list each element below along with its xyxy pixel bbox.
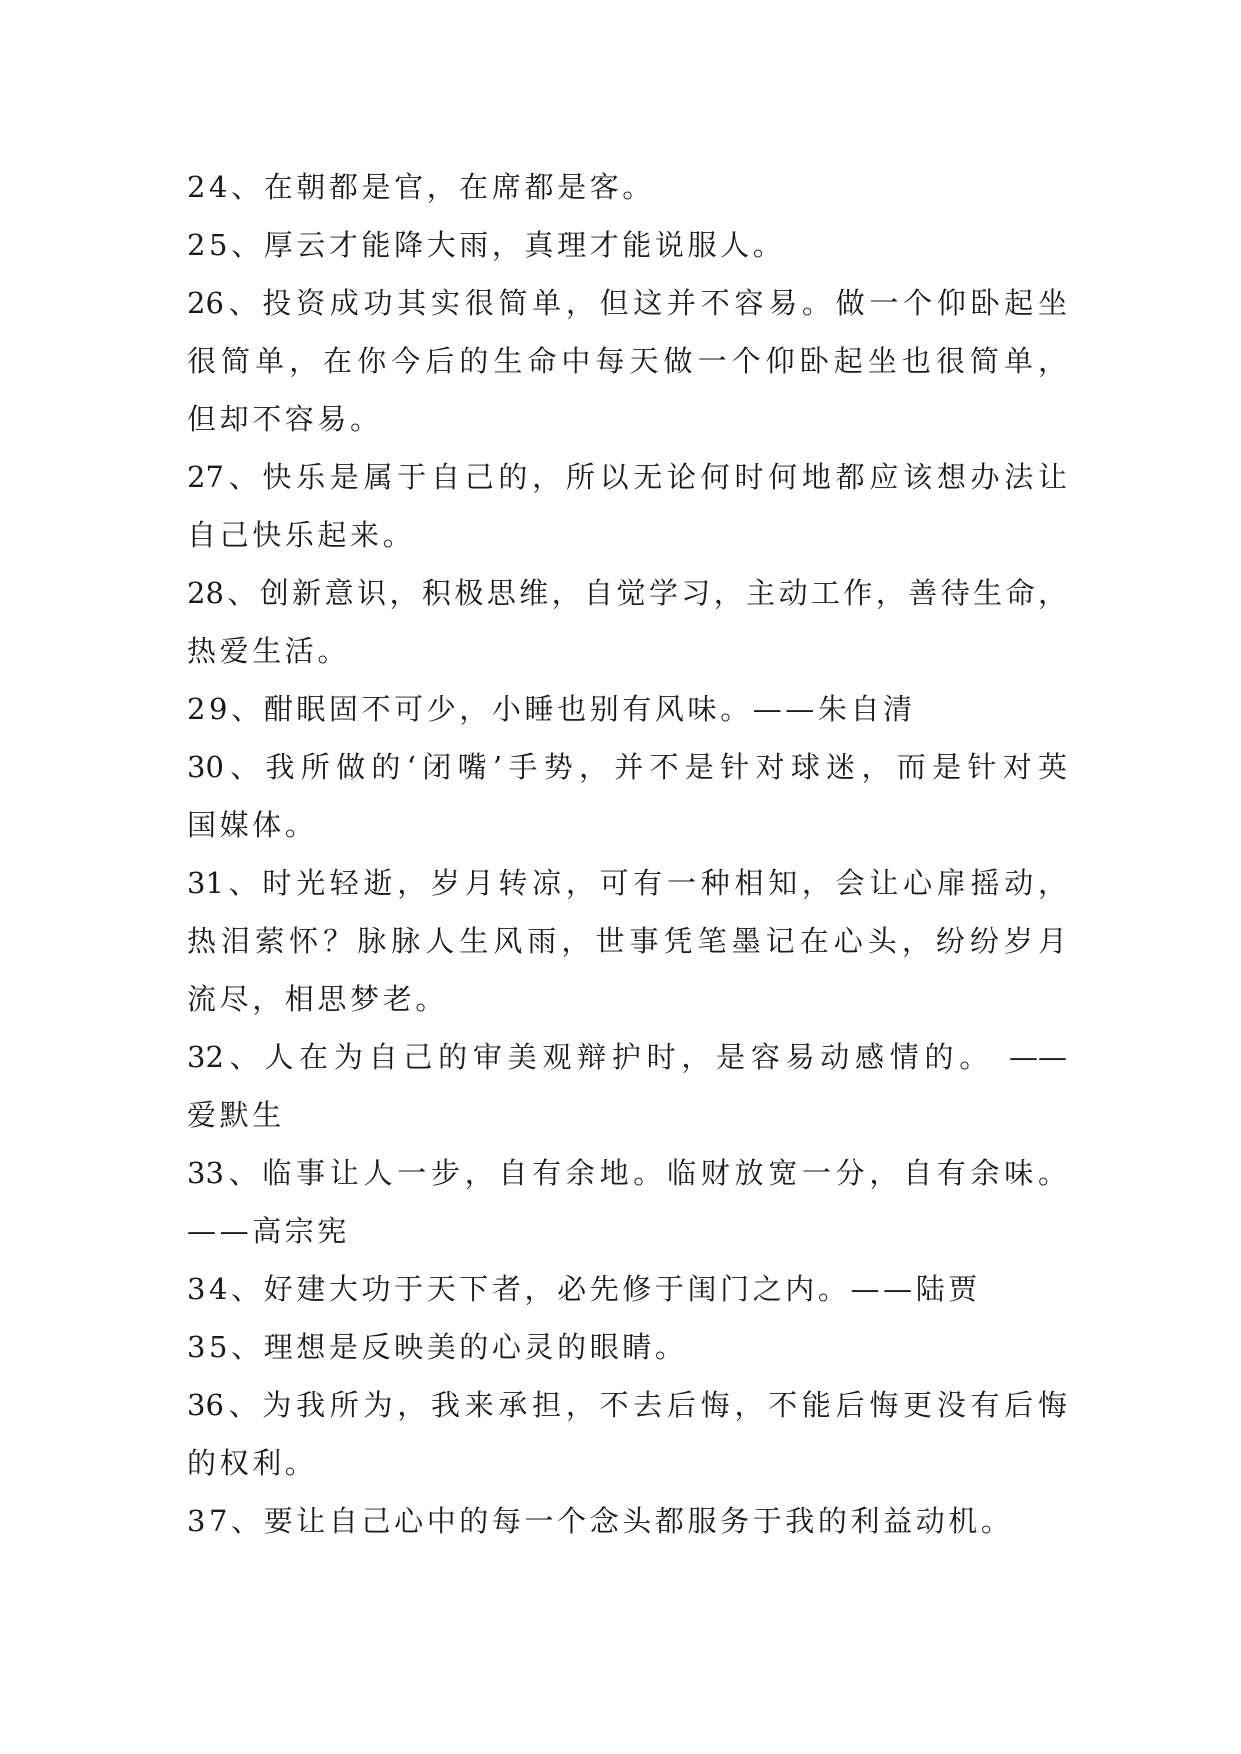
text-line: 29、酣眠固不可少，小睡也别有风味。——朱自清 bbox=[187, 692, 916, 726]
text-line: 爱默生 bbox=[187, 1098, 285, 1132]
text-line: 27、快乐是属于自己的，所以无论何时何地都应该想办法让 bbox=[187, 460, 1067, 494]
text-line: 25、厚云才能降大雨，真理才能说服人。 bbox=[187, 228, 786, 262]
text-line: 30、我所做的‘闭嘴’手势，并不是针对球迷，而是针对英 bbox=[187, 750, 1067, 784]
text-line: 37、要让自己心中的每一个念头都服务于我的利益动机。 bbox=[187, 1504, 1014, 1538]
text-line: 35、理想是反映美的心灵的眼睛。 bbox=[187, 1330, 688, 1364]
text-line: 33、临事让人一步，自有余地。临财放宽一分，自有余味。 bbox=[187, 1156, 1067, 1190]
text-line: 24、在朝都是官，在席都是客。 bbox=[187, 170, 655, 204]
quote-list bbox=[187, 158, 1067, 1550]
text-line: 36、为我所为，我来承担，不去后悔，不能后悔更没有后悔 bbox=[187, 1388, 1067, 1422]
text-line: 的权利。 bbox=[187, 1446, 318, 1480]
text-line: 26、投资成功其实很简单，但这并不容易。做一个仰卧起坐 bbox=[187, 286, 1067, 320]
text-line: 32、人在为自己的审美观辩护时，是容易动感情的。 —— bbox=[187, 1040, 1067, 1074]
text-line: 但却不容易。 bbox=[187, 402, 383, 436]
text-line: 31、时光轻逝，岁月转凉，可有一种相知，会让心扉摇动， bbox=[187, 866, 1067, 900]
text-line: 自己快乐起来。 bbox=[187, 518, 416, 552]
text-line: 热爱生活。 bbox=[187, 634, 351, 668]
text-line: 流尽，相思梦老。 bbox=[187, 982, 448, 1016]
text-line: 34、好建大功于天下者，必先修于闺门之内。——陆贾 bbox=[187, 1272, 981, 1306]
text-line: 热泪萦怀？脉脉人生风雨，世事凭笔墨记在心头，纷纷岁月 bbox=[187, 924, 1067, 958]
text-line: 28、创新意识，积极思维，自觉学习，主动工作，善待生命， bbox=[187, 576, 1067, 610]
text-line: ——高宗宪 bbox=[187, 1214, 351, 1248]
text-line: 国媒体。 bbox=[187, 808, 318, 842]
text-line: 很简单，在你今后的生命中每天做一个仰卧起坐也很简单， bbox=[187, 344, 1067, 378]
